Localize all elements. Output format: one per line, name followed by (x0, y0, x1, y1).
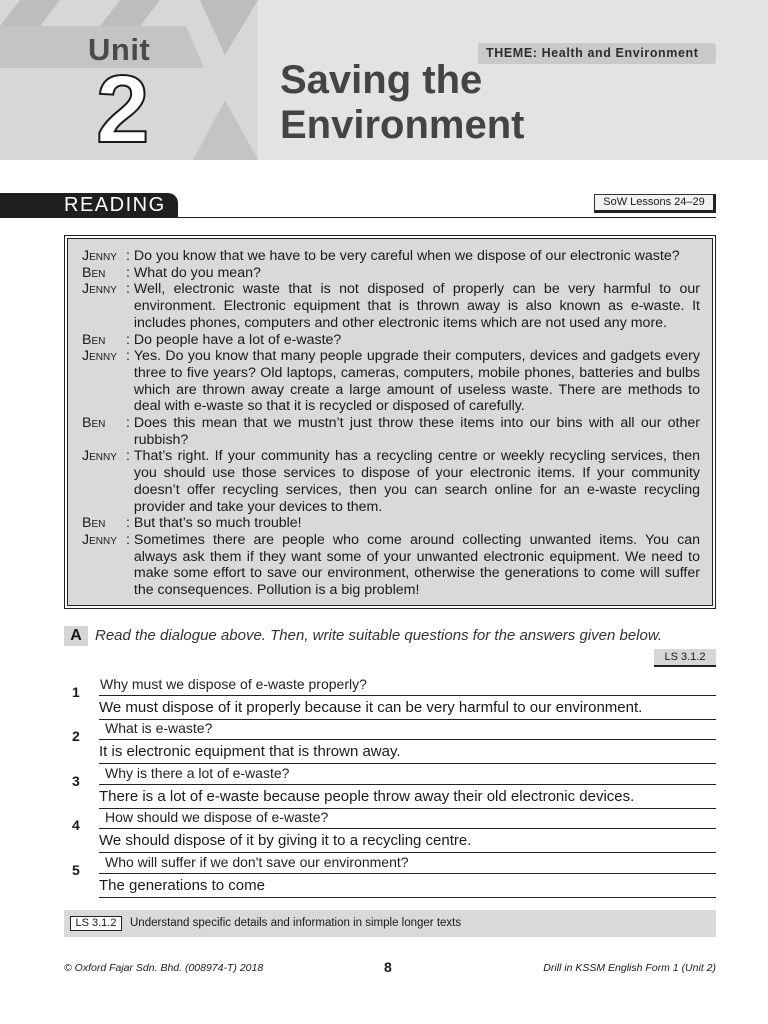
speaker-separator: : (126, 531, 134, 548)
learning-standard-text: Understand specific details and information in simple longer texts (130, 917, 462, 929)
item-number: 4 (72, 817, 80, 833)
dialogue-line (82, 248, 700, 265)
unit-number: 2 (96, 56, 150, 160)
speaker-separator: : (126, 515, 134, 532)
unit-header (0, 0, 768, 160)
speaker-separator: : (126, 331, 134, 348)
given-answer: The generations to come (99, 876, 716, 898)
speech-text: That’s right. If your community has a recycling centre or weekly recycling services, then you should use those services to dispose of your electronic items. If your community doesn’t offer recycling services, then you can search online for an e-waste recycling provider and take your devices to them. (133, 448, 700, 515)
question-answer-line[interactable]: What is e-waste? (99, 718, 716, 740)
speech-text: But that’s so much trouble! (133, 515, 302, 532)
reading-section-label: READING (0, 193, 178, 218)
speech-text: Well, electronic waste that is not disposed of properly can be very harmful to our environment. Electronic equipment that is thrown away is also known as e-waste. It includes phones, computers and other electronic items which are not used any more. (133, 281, 700, 331)
speaker-name: Ben (82, 331, 106, 348)
speaker-separator: : (126, 348, 134, 365)
speaker-separator: : (126, 264, 134, 281)
given-answer: We must dispose of it properly because it can be very harmful to our environment. (99, 698, 716, 720)
speaker-name: Jenny (82, 448, 117, 465)
dialogue-line (82, 448, 700, 515)
unit-title (280, 58, 524, 148)
given-answer: We should dispose of it by giving it to a recycling centre. (99, 831, 716, 853)
speaker-separator: : (126, 415, 134, 432)
dialogue-content (67, 238, 713, 606)
speech-text: Do people have a lot of e-waste? (133, 331, 342, 348)
unit-title-line-2: Environment (280, 103, 525, 147)
exercise-letter: A (64, 626, 88, 646)
speaker-separator: : (126, 248, 134, 264)
learning-standard-code: LS 3.1.2 (70, 916, 122, 931)
section-divider (178, 217, 716, 218)
speech-text: What do you mean? (133, 264, 261, 281)
speaker-name: Jenny (82, 348, 117, 365)
page-number: 8 (384, 959, 392, 975)
dialogue-line (82, 515, 700, 532)
question-answer-line[interactable]: Why must we dispose of e-waste properly? (99, 674, 716, 696)
speech-text: Do you know that we have to be very careful when we dispose of our electronic waste? (133, 248, 680, 264)
book-title: Drill in KSSM English Form 1 (Unit 2) (543, 962, 716, 974)
dialogue-line (82, 332, 700, 349)
speaker-name: Jenny (82, 248, 117, 264)
speech-text: Does this mean that we mustn’t just throw these items into our bins with all our other rubbish? (133, 415, 700, 448)
exercise-instruction: Read the dialogue above. Then, write suitable questions for the answers given below. (95, 627, 663, 644)
given-answer: There is a lot of e-waste because people throw away their old electronic devices. (99, 787, 716, 809)
speaker-name: Ben (82, 515, 106, 532)
dialogue-line (82, 348, 700, 415)
sow-lessons-badge: SoW Lessons 24–29 (594, 194, 716, 213)
item-number: 5 (72, 862, 80, 878)
speaker-name: Jenny (82, 281, 117, 298)
unit-label: Unit (88, 32, 151, 67)
item-number: 3 (72, 773, 80, 789)
speech-text: Sometimes there are people who come around collecting unwanted items. You can always ask them if they want some of your unwanted electronic equipment. We need to make some effort to save our environment, otherwise the generations to come will suffer the consequences. Pollution is a big problem! (133, 531, 700, 599)
speaker-name: Jenny (82, 531, 117, 548)
speaker-separator: : (126, 448, 134, 465)
copyright-text: © Oxford Fajar Sdn. Bhd. (008974-T) 2018 (64, 962, 264, 974)
dialogue-line (82, 265, 700, 282)
theme-badge: THEME: Health and Environment (478, 43, 716, 64)
item-number: 1 (72, 684, 80, 700)
speaker-separator: : (126, 281, 134, 298)
dialogue-line (82, 281, 700, 331)
dialogue-line (82, 415, 700, 448)
question-answer-line[interactable]: Who will suffer if we don't save our environment? (99, 852, 716, 874)
item-number: 2 (72, 728, 80, 744)
question-answer-line[interactable]: Why is there a lot of e-waste? (99, 763, 716, 785)
learning-standard-bar (64, 910, 716, 937)
speech-text: Yes. Do you know that many people upgrade their computers, devices and gadgets every three to five years? Old laptops, cameras, computers, mobile phones, batteries and bulbs which are thrown away create a large amount of useless waste. There are methods to deal with e-waste so that it is recycled or disposed of carefully. (133, 348, 700, 415)
question-answer-line[interactable]: How should we dispose of e-waste? (99, 807, 716, 829)
dialogue-line (82, 532, 700, 599)
learning-standard-badge: LS 3.1.2 (654, 649, 716, 667)
speaker-name: Ben (82, 264, 106, 281)
given-answer: It is electronic equipment that is thrown away. (99, 742, 716, 764)
speaker-name: Ben (82, 415, 106, 432)
dialogue-box (64, 235, 716, 609)
unit-title-line-1: Saving the (280, 58, 483, 102)
